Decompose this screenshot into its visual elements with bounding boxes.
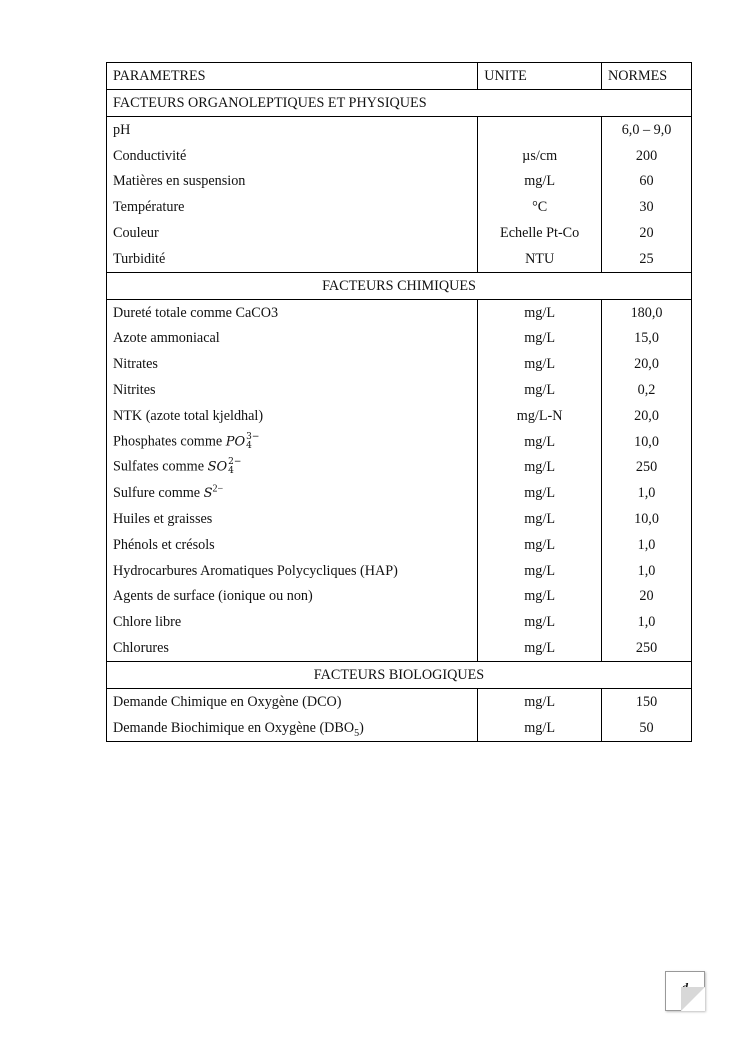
section-title: FACTEURS BIOLOGIQUES [107, 661, 692, 688]
table-row [107, 169, 692, 195]
param-name: pH [107, 117, 478, 143]
section-row [107, 272, 692, 299]
formula-sub: 4 [246, 440, 252, 451]
param-unit: mg/L [478, 532, 602, 558]
param-norm: 10,0 [602, 429, 692, 455]
param-name: Turbidité [107, 246, 478, 272]
table-row [107, 246, 692, 272]
table-row [107, 584, 692, 610]
table-row [107, 143, 692, 169]
table-row [107, 635, 692, 661]
param-unit: mg/L [478, 326, 602, 352]
formula-sub: 4 [228, 466, 234, 477]
param-norm: 1,0 [602, 480, 692, 506]
param-name: Azote ammoniacal [107, 326, 478, 352]
param-unit: mg/L [478, 506, 602, 532]
param-name: Dureté totale comme CaCO3 [107, 299, 478, 325]
chemical-formula: PO [225, 433, 246, 449]
param-norm: 30 [602, 194, 692, 220]
param-norm: 20 [602, 584, 692, 610]
page-number: d [682, 980, 688, 994]
param-name: Chlorures [107, 635, 478, 661]
param-name: Huiles et graisses [107, 506, 478, 532]
param-norm: 25 [602, 246, 692, 272]
table-row [107, 532, 692, 558]
table-row [107, 377, 692, 403]
param-name-formula [107, 455, 478, 481]
param-name: Demande Chimique en Oxygène (DCO) [107, 688, 478, 714]
param-name: Demande Biochimique en Oxygène (DBO [113, 719, 355, 736]
page-curl-icon [681, 987, 705, 1011]
param-norm: 20,0 [602, 351, 692, 377]
param-unit: °C [478, 194, 602, 220]
param-norm: 200 [602, 143, 692, 169]
param-norm: 0,2 [602, 377, 692, 403]
param-unit: mg/L [478, 635, 602, 661]
param-name: Couleur [107, 220, 478, 246]
param-unit: mg/L [478, 715, 602, 741]
formula-charge [228, 458, 241, 476]
section-title: FACTEURS ORGANOLEPTIQUES ET PHYSIQUES [107, 90, 692, 117]
param-unit: mg/L [478, 169, 602, 195]
param-name: Nitrates [107, 351, 478, 377]
param-unit: mg/L [478, 688, 602, 714]
param-name: Hydrocarbures Aromatiques Polycycliques (HAP) [107, 558, 478, 584]
formula-charge [246, 433, 259, 451]
param-unit: mg/L [478, 609, 602, 635]
param-norm: 6,0 – 9,0 [602, 117, 692, 143]
table-row [107, 506, 692, 532]
param-norm: 20,0 [602, 403, 692, 429]
table-row [107, 715, 692, 741]
chemical-formula: S [203, 486, 213, 502]
table-row [107, 455, 692, 481]
name-tail: ) [359, 719, 364, 736]
param-name: Température [107, 194, 478, 220]
formula-sup: 2− [212, 483, 224, 495]
table-row [107, 351, 692, 377]
param-unit: mg/L [478, 299, 602, 325]
param-unit: mg/L [478, 377, 602, 403]
norms-table [106, 62, 692, 742]
param-name-formula [107, 715, 478, 741]
param-norm: 50 [602, 715, 692, 741]
section-title: FACTEURS CHIMIQUES [107, 272, 692, 299]
param-norm: 15,0 [602, 326, 692, 352]
param-name: Phosphates comme [113, 432, 226, 449]
table-row [107, 299, 692, 325]
param-unit: mg/L-N [478, 403, 602, 429]
table-row [107, 117, 692, 143]
table-row [107, 220, 692, 246]
param-name: Phénols et crésols [107, 532, 478, 558]
header-unite: UNITE [478, 63, 602, 90]
param-unit: Echelle Pt-Co [478, 220, 602, 246]
param-name: Agents de surface (ionique ou non) [107, 584, 478, 610]
param-name: Conductivité [107, 143, 478, 169]
param-unit: µs/cm [478, 143, 602, 169]
page-number-box [665, 971, 705, 1011]
table-row [107, 688, 692, 714]
param-unit: mg/L [478, 429, 602, 455]
chemical-formula: SO [207, 459, 228, 475]
param-unit [478, 117, 602, 143]
table-header-row [107, 63, 692, 90]
table-row [107, 403, 692, 429]
param-norm: 10,0 [602, 506, 692, 532]
param-name: Chlore libre [107, 609, 478, 635]
param-norm: 20 [602, 220, 692, 246]
param-norm: 250 [602, 635, 692, 661]
param-norm: 1,0 [602, 532, 692, 558]
param-name: Nitrites [107, 377, 478, 403]
param-name: Matières en suspension [107, 169, 478, 195]
formula-sup: 3− [246, 431, 260, 442]
name-subscript: 5 [354, 727, 360, 739]
param-norm: 180,0 [602, 299, 692, 325]
param-unit: mg/L [478, 480, 602, 506]
table-row [107, 326, 692, 352]
formula-sup: 2− [228, 457, 242, 468]
header-normes: NORMES [602, 63, 692, 90]
param-norm: 250 [602, 455, 692, 481]
param-unit: mg/L [478, 558, 602, 584]
param-name-formula [107, 429, 478, 455]
param-norm: 1,0 [602, 558, 692, 584]
param-unit: NTU [478, 246, 602, 272]
section-row [107, 90, 692, 117]
header-parametres: PARAMETRES [107, 63, 478, 90]
param-name: Sulfates comme [113, 458, 208, 475]
param-norm: 150 [602, 688, 692, 714]
param-name: NTK (azote total kjeldhal) [107, 403, 478, 429]
table-row [107, 480, 692, 506]
table-row [107, 609, 692, 635]
param-unit: mg/L [478, 455, 602, 481]
table-row [107, 558, 692, 584]
param-unit: mg/L [478, 351, 602, 377]
param-norm: 60 [602, 169, 692, 195]
table-row [107, 429, 692, 455]
param-unit: mg/L [478, 584, 602, 610]
table-row [107, 194, 692, 220]
param-name-formula [107, 480, 478, 506]
param-norm: 1,0 [602, 609, 692, 635]
section-row [107, 661, 692, 688]
param-name: Sulfure comme [113, 485, 204, 502]
